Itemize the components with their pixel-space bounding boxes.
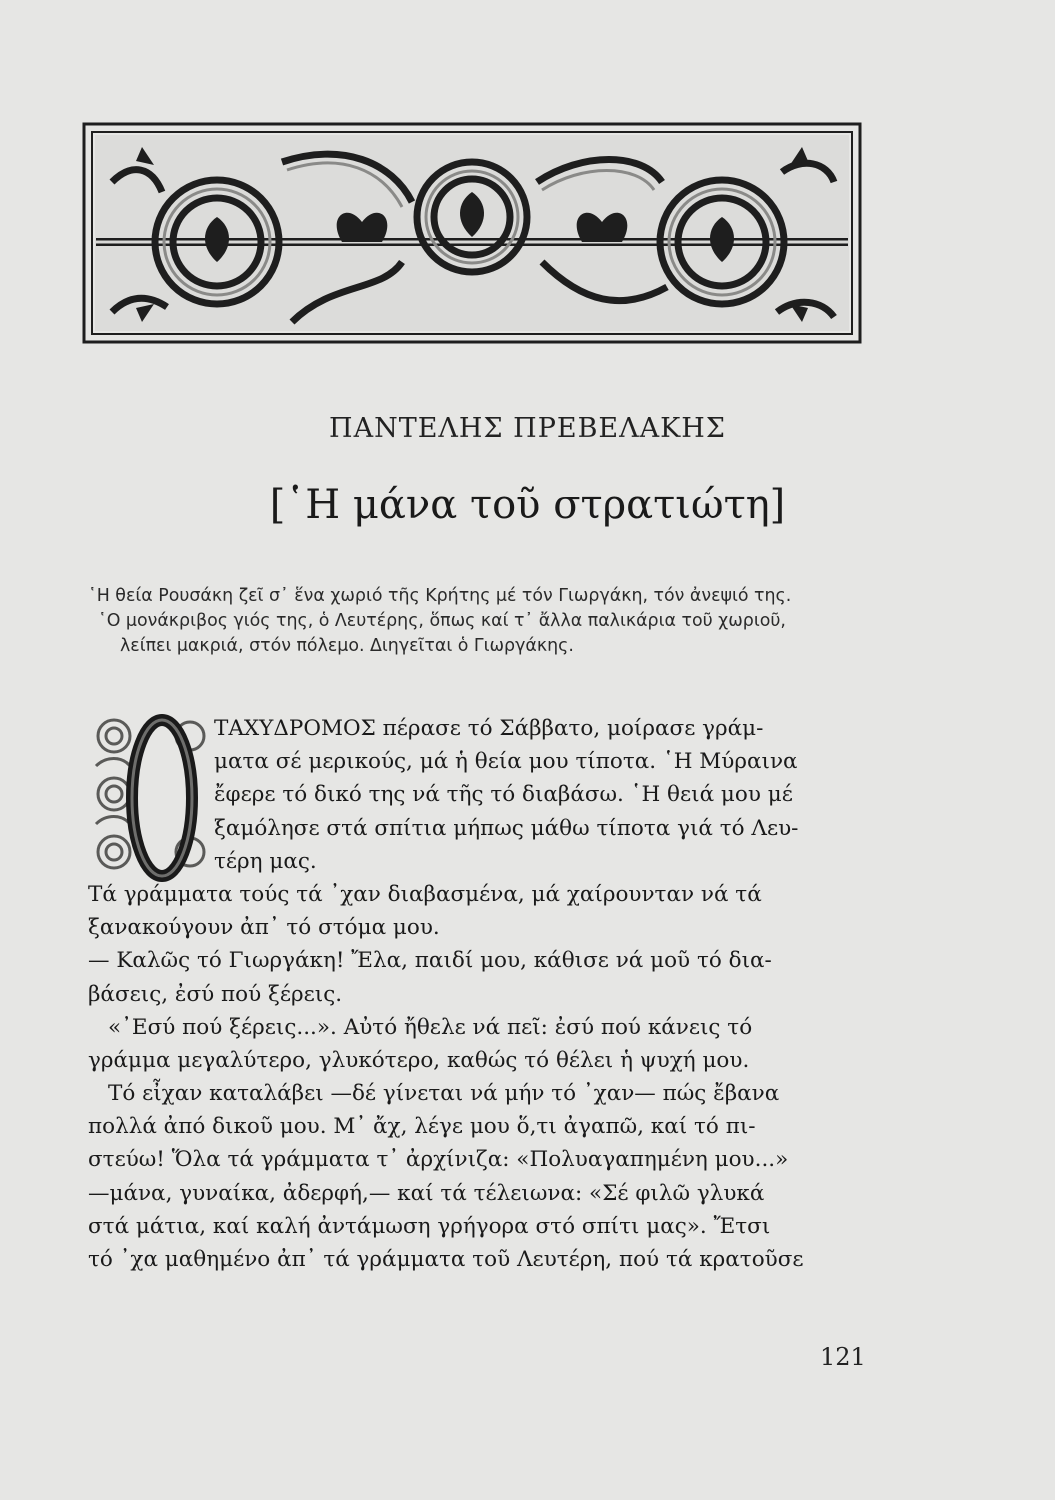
text-line: στεύω! Ὅλα τά γράμματα τ᾽ ἀρχίνιζα: «Πολυαγαπημένη μου...» xyxy=(88,1147,789,1173)
text-line: ξαμόλησε στά σπίτια μήπως μάθω τίποτα γιά τό Λευ- xyxy=(214,815,799,841)
intro-line: λείπει μακριά, στόν πόλεμο. Διηγεῖται ὁ Γιωργάκης. xyxy=(120,636,574,656)
text-line: Τό εἶχαν καταλάβει —δέ γίνεται νά μήν τό ᾽χαν— πώς ἔβανα xyxy=(108,1081,780,1107)
page-number: 121 xyxy=(820,1343,866,1371)
text-line: ἔφερε τό δικό της νά τῆς τό διαβάσω. ῾Η θειά μου μέ xyxy=(214,782,793,808)
story-text xyxy=(88,712,864,1276)
text-line: ΤΑΧΥΔΡΟΜΟΣ πέρασε τό Σάββατο, μοίρασε γράμ- xyxy=(214,716,764,741)
text-line: ξανακούγουν ἀπ᾽ τό στόμα μου. xyxy=(88,915,440,941)
text-line: —μάνα, γυναίκα, ἀδερφή,— καί τά τέλειωνα: «Σέ φιλῶ γλυκά xyxy=(88,1180,765,1206)
text-line: βάσεις, ἐσύ πού ξέρεις. xyxy=(88,981,343,1007)
text-line: στά μάτια, καί καλή ἀντάμωση γρήγορα στό σπίτι μας». Ἔτσι xyxy=(88,1213,771,1239)
ornamental-headpiece xyxy=(82,122,862,344)
chapter-title: [῾Η μάνα τοῦ στρατιώτη] xyxy=(269,482,786,528)
intro-summary xyxy=(88,584,863,659)
text-line: τέρη μας. xyxy=(214,848,317,874)
text-line: γράμμα μεγαλύτερο, γλυκότερο, καθώς τό θέλει ἡ ψυχή μου. xyxy=(88,1047,750,1073)
text-line: — Καλῶς τό Γιωργάκη! Ἔλα, παιδί μου, κάθισε νά μοῦ τό δια- xyxy=(88,948,772,974)
scroll-ornament-icon xyxy=(82,122,862,344)
intro-line: ῾Ο μονάκριβος γιός της, ὁ Λευτέρης, ὅπως καί τ᾽ ἄλλα παλικάρια τοῦ χωριοῦ, xyxy=(98,611,786,631)
text-line: ματα σέ μερικούς, μά ἡ θεία μου τίποτα. ῾Η Μύραινα xyxy=(214,749,798,775)
text-line: «᾽Εσύ πού ξέρεις...». Αὐτό ἤθελε νά πεῖ: ἐσύ πού κάνεις τό xyxy=(108,1014,753,1040)
text-line: τό ᾽χα μαθημένο ἀπ᾽ τά γράμματα τοῦ Λευτέρη, πού τά κρατοῦσε xyxy=(88,1247,804,1272)
dropcap-letter: Ο xyxy=(129,750,195,843)
intro-line: ῾Η θεία Ρουσάκη ζεῖ σ᾽ ἕνα χωριό τῆς Κρήτης μέ τόν Γιωργάκη, τόν ἀνεψιό της. xyxy=(88,586,792,606)
text-line: πολλά ἀπό δικοῦ μου. Μ᾽ ἄχ, λέγε μου ὅ,τι ἀγαπῶ, καί τό πι- xyxy=(88,1114,756,1140)
text-line: Τά γράμματα τούς τά ᾽χαν διαβασμένα, μά χαίρουνταν νά τά xyxy=(88,881,762,907)
author-name: ΠΑΝΤΕΛΗΣ ΠΡΕΒΕΛΑΚΗΣ xyxy=(329,413,726,444)
